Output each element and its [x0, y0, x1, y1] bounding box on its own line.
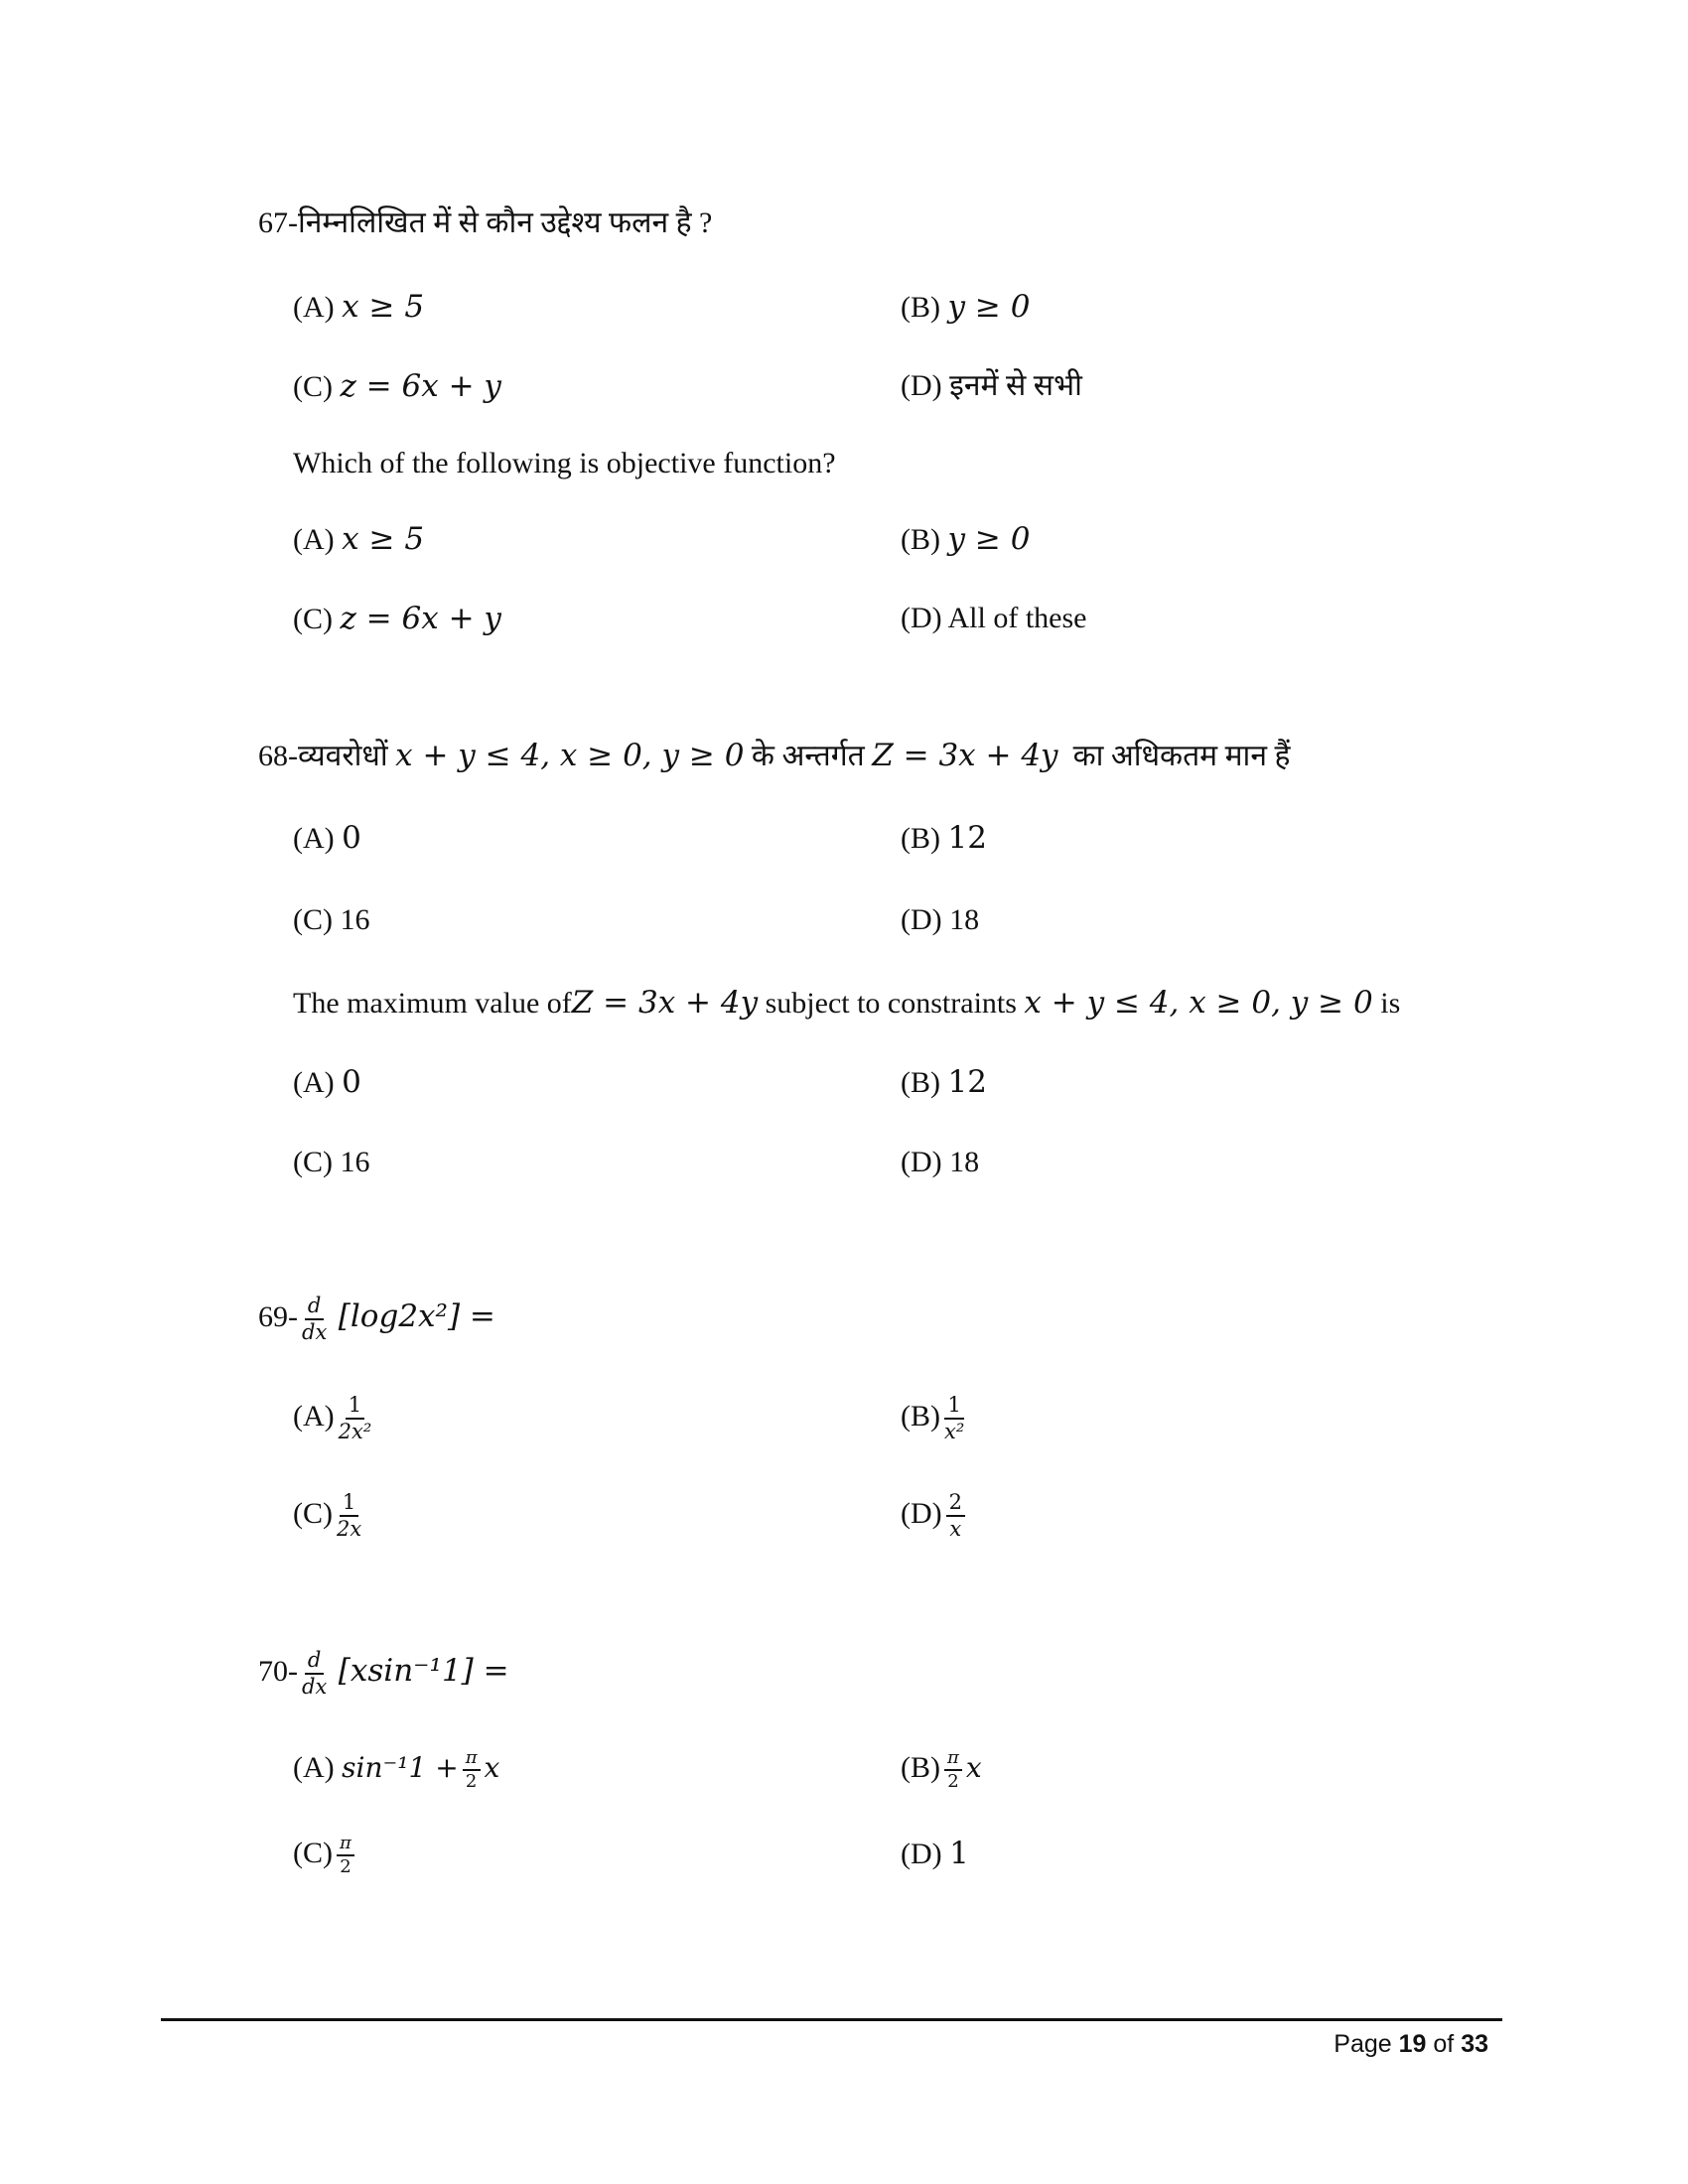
fraction-numerator: π: [944, 1749, 962, 1771]
option-d: [901, 604, 1086, 633]
option-a: [293, 1395, 375, 1442]
math-expression: [xsin⁻¹1] =: [338, 1652, 509, 1689]
question-number: 70-: [258, 1654, 298, 1688]
option-d: [901, 1148, 979, 1177]
option-label: (C): [293, 903, 333, 936]
option-label: (C): [293, 1496, 333, 1530]
option-label: (B): [901, 1066, 940, 1099]
fraction-denominator: dx: [302, 1320, 328, 1344]
option-label: (D): [901, 1838, 942, 1870]
option-a: [293, 820, 361, 856]
fraction-denominator: dx: [302, 1675, 328, 1699]
option-value: x ≥ 5: [342, 521, 425, 557]
option-b: [901, 1064, 987, 1100]
fraction-numerator: π: [463, 1749, 481, 1771]
fraction: [463, 1749, 481, 1791]
fraction-numerator: 1: [346, 1395, 364, 1420]
fraction-denominator: 2x²: [338, 1420, 372, 1443]
option-label: (B): [901, 523, 940, 556]
option-c: [293, 905, 370, 935]
option-label: (C): [293, 1146, 333, 1178]
fraction-numerator: d: [305, 1296, 324, 1320]
option-label: (A): [293, 822, 335, 855]
option-d: [901, 1836, 969, 1871]
fraction-denominator: 2x: [337, 1517, 362, 1541]
option-label: (B): [901, 1750, 940, 1784]
option-value: 12: [947, 820, 987, 856]
question-69: [258, 1296, 495, 1343]
option-b: [901, 1395, 968, 1442]
math-expression: Z = 3x + 4y: [571, 985, 759, 1021]
fraction-numerator: 1: [944, 1395, 963, 1420]
option-d: [901, 1492, 969, 1540]
option-value: 0: [342, 1064, 361, 1100]
option-a: [293, 1064, 361, 1100]
option-label: (D): [901, 903, 942, 936]
question-68-english: [293, 985, 1401, 1021]
question-67-english: Which of the following is objective function?: [293, 447, 836, 479]
option-value: 18: [949, 903, 980, 936]
math-expression: x + y ≤ 4, x ≥ 0, y ≥ 0: [395, 738, 745, 773]
option-value: 1: [949, 1836, 969, 1871]
fraction-denominator: 2: [947, 1771, 959, 1792]
page-label: Page: [1334, 2030, 1392, 2058]
fraction: [339, 1395, 372, 1442]
question-text: निम्नलिखित में से कौन उद्देश्य फलन है ?: [298, 206, 713, 239]
option-label: (D): [901, 1496, 942, 1530]
option-value: 12: [947, 1064, 987, 1100]
question-text: के अन्तर्गत: [751, 740, 865, 772]
option-label: (C): [293, 603, 333, 635]
fraction-denominator: 2: [465, 1771, 478, 1792]
option-a: [293, 289, 425, 325]
option-value: 16: [340, 903, 370, 936]
option-value: 16: [340, 1146, 370, 1178]
question-70: [258, 1650, 509, 1698]
option-b: [901, 1749, 982, 1791]
question-text: is: [1380, 987, 1401, 1020]
option-a: [293, 1749, 499, 1791]
option-value: y ≥ 0: [947, 521, 1031, 557]
fraction: [946, 1492, 965, 1540]
fraction-denominator: x: [949, 1517, 962, 1541]
fraction-numerator: 2: [946, 1492, 965, 1517]
fraction-numerator: d: [305, 1650, 324, 1675]
option-d: [901, 905, 979, 935]
option-d: [901, 371, 1082, 401]
question-text: subject to constraints: [765, 987, 1017, 1020]
option-value: z = 6x + y: [340, 368, 501, 404]
math-expression: [log2x²] =: [338, 1297, 495, 1334]
option-label: (C): [293, 1836, 333, 1869]
option-c: [293, 1148, 370, 1177]
option-c: [293, 601, 501, 636]
option-b: [901, 521, 1031, 557]
option-value: All of these: [947, 602, 1087, 634]
question-number: 68-: [258, 740, 298, 772]
question-67-hindi: [258, 208, 712, 238]
derivative-operator: [302, 1650, 327, 1698]
option-label: (A): [293, 1399, 335, 1433]
option-c: [293, 368, 501, 404]
option-label: (A): [293, 523, 335, 556]
option-label: (B): [901, 291, 940, 324]
question-68-hindi: [258, 738, 1291, 773]
option-c: [293, 1835, 358, 1876]
option-label: (A): [293, 1750, 335, 1784]
question-number: 67-: [258, 206, 298, 239]
current-page: 19: [1398, 2030, 1427, 2058]
question-text: का अधिकतम मान हैं: [1072, 740, 1291, 772]
fraction-numerator: 1: [340, 1492, 358, 1517]
math-expression: x: [965, 1750, 982, 1784]
total-pages: 33: [1461, 2030, 1488, 2058]
fraction-numerator: π: [337, 1835, 354, 1856]
option-label: (B): [901, 1399, 940, 1433]
option-label: (A): [293, 1066, 335, 1099]
fraction: [337, 1492, 361, 1540]
fraction: [337, 1835, 354, 1876]
option-value: 18: [949, 1146, 980, 1178]
question-number: 69-: [258, 1299, 298, 1333]
question-text: The maximum value of: [293, 987, 572, 1020]
option-value: z = 6x + y: [340, 601, 501, 636]
page-number: [1334, 2030, 1488, 2059]
option-a: [293, 521, 425, 557]
math-expression: sin⁻¹1 +: [342, 1750, 459, 1784]
option-value: y ≥ 0: [947, 289, 1031, 325]
option-label: (D): [901, 369, 942, 402]
option-label: (A): [293, 291, 335, 324]
option-b: [901, 820, 987, 856]
derivative-operator: [302, 1296, 327, 1343]
question-text: व्यवरोधों: [298, 740, 388, 772]
option-label: (D): [901, 1146, 942, 1178]
option-value: 0: [342, 820, 361, 856]
option-value: x ≥ 5: [342, 289, 425, 325]
fraction: [944, 1395, 964, 1442]
option-b: [901, 289, 1031, 325]
page-of-label: of: [1433, 2030, 1455, 2058]
math-expression: x: [484, 1750, 500, 1784]
fraction-denominator: x²: [944, 1420, 965, 1443]
option-value: इनमें से सभी: [949, 369, 1082, 402]
footer-divider: [161, 2018, 1502, 2021]
math-expression: x + y ≤ 4, x ≥ 0, y ≥ 0: [1024, 985, 1373, 1021]
fraction-denominator: 2: [340, 1856, 352, 1877]
fraction: [944, 1749, 962, 1791]
option-c: [293, 1492, 365, 1540]
option-label: (C): [293, 370, 333, 403]
option-label: (D): [901, 602, 942, 634]
option-label: (B): [901, 822, 940, 855]
math-expression: Z = 3x + 4y: [872, 738, 1058, 773]
